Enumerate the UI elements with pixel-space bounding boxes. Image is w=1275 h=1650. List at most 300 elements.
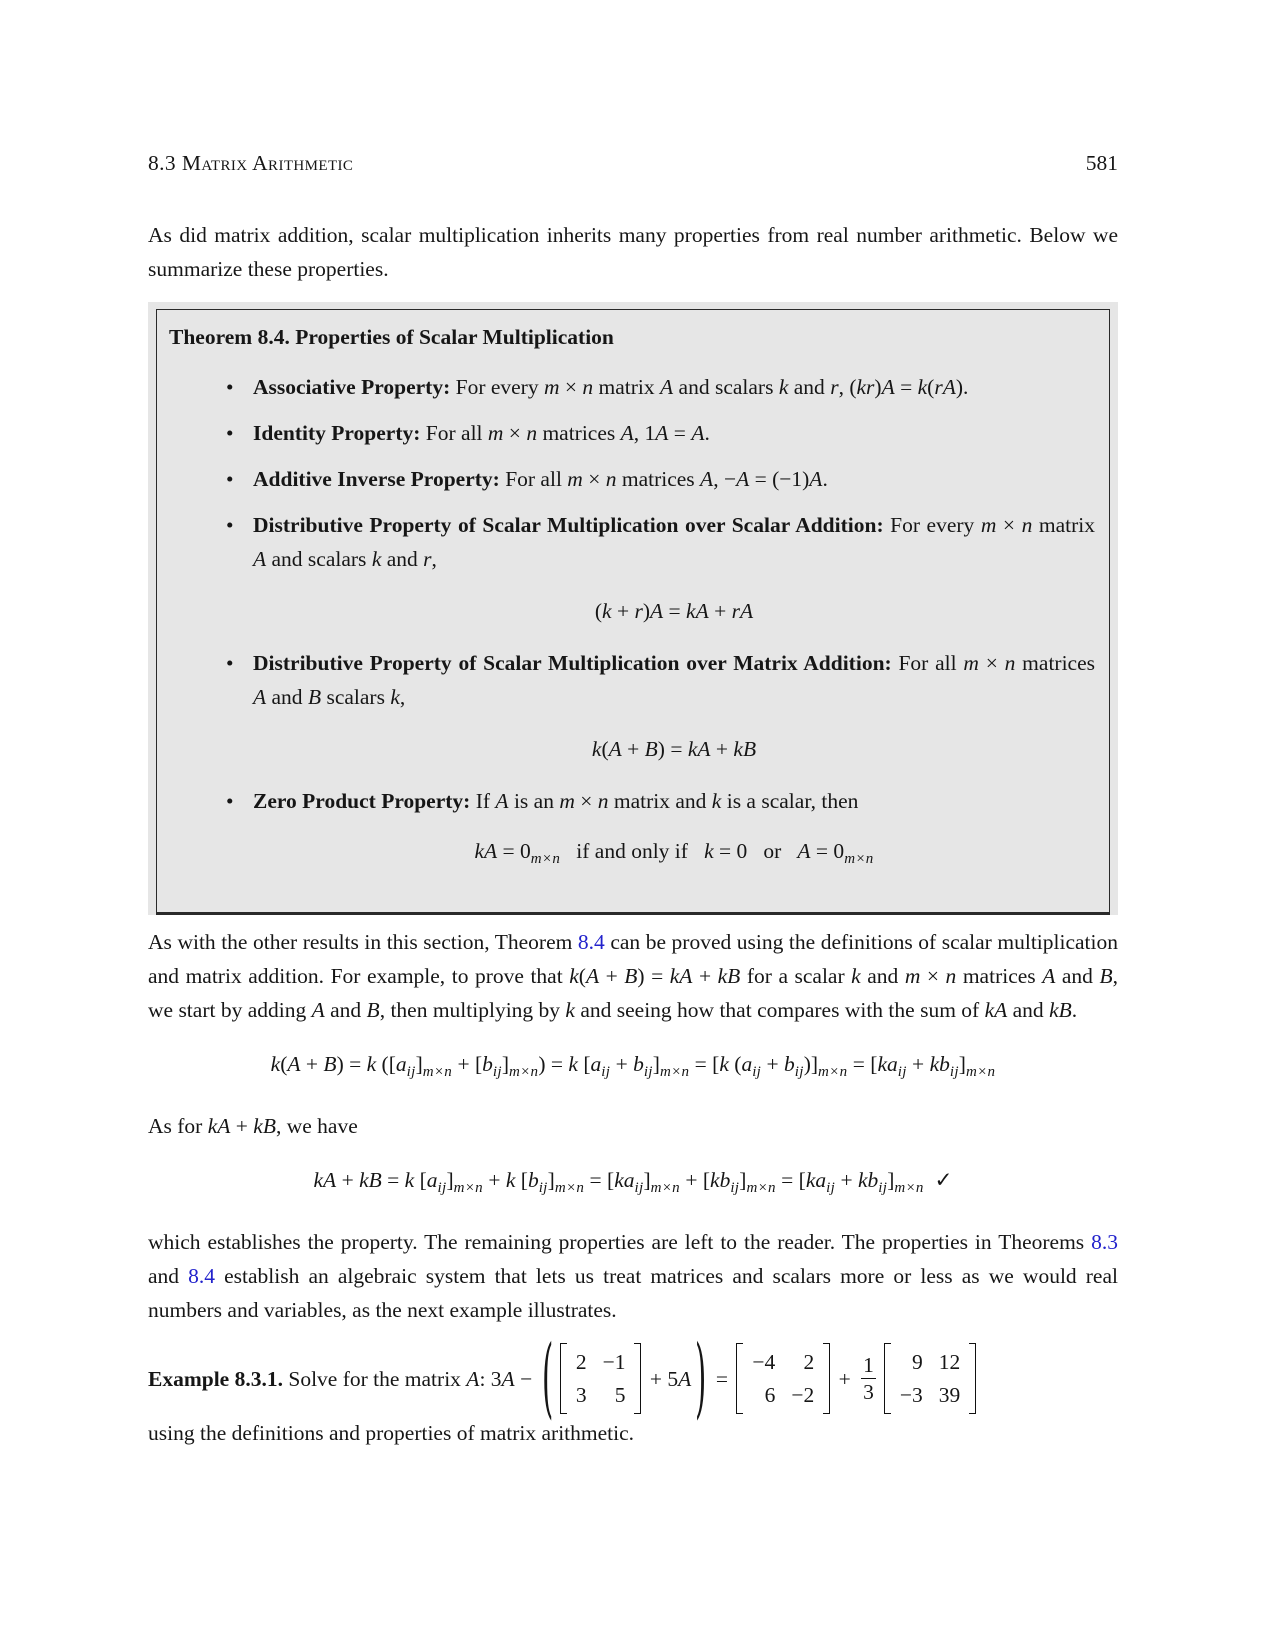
subscript-run: ij bbox=[601, 1064, 611, 1080]
subscript-run: ij bbox=[897, 1064, 907, 1080]
math-italic-run: B bbox=[1099, 964, 1113, 988]
property-text bbox=[253, 789, 858, 813]
math-italic-run: A bbox=[608, 737, 622, 761]
text-run: for a scalar bbox=[740, 964, 852, 988]
text-run: = 0 bbox=[810, 839, 845, 863]
text-run: matrices bbox=[616, 467, 701, 491]
math-italic-run: A bbox=[253, 685, 267, 709]
text-run: + [ bbox=[452, 1052, 483, 1076]
math-italic-run: k bbox=[569, 964, 579, 988]
math-italic-run: k bbox=[568, 1052, 578, 1076]
math-italic-run: n bbox=[582, 375, 594, 399]
cross-reference-link[interactable]: 8.4 bbox=[188, 1264, 216, 1288]
math-italic-run: k bbox=[711, 789, 722, 813]
text-run: ] bbox=[643, 1168, 651, 1192]
math-italic-run: kA bbox=[474, 839, 498, 863]
property-text bbox=[253, 467, 828, 491]
math-italic-run: B bbox=[624, 964, 638, 988]
property-associative bbox=[226, 370, 1095, 404]
text-run: [ bbox=[414, 1168, 427, 1192]
math-italic-run: A bbox=[311, 998, 325, 1022]
text-run: ). bbox=[955, 375, 969, 399]
math-italic-run: A bbox=[650, 599, 664, 623]
left-bracket-icon bbox=[560, 1343, 567, 1414]
text-run: + bbox=[906, 1052, 930, 1076]
example-mid-text bbox=[644, 1362, 691, 1396]
math-italic-run: kA bbox=[669, 964, 693, 988]
math-italic-run: k bbox=[404, 1168, 415, 1192]
text-run: + bbox=[300, 1052, 324, 1076]
text-run: + bbox=[230, 1114, 254, 1138]
text-run: . bbox=[1071, 998, 1078, 1022]
text-run: As with the other results in this section, Theorem bbox=[148, 930, 578, 954]
text-run: [ bbox=[577, 1052, 591, 1076]
subscript-run: ij bbox=[643, 1064, 653, 1080]
math-italic-run: a bbox=[741, 1052, 753, 1076]
math-italic-run: ka bbox=[614, 1168, 635, 1192]
text-run: , bbox=[399, 685, 406, 709]
math-italic-run: kB bbox=[359, 1168, 382, 1192]
math-italic-run: A bbox=[678, 1366, 692, 1391]
bold-run: Zero Product Property: bbox=[253, 789, 471, 813]
math-italic-run: k bbox=[602, 599, 612, 623]
matrix-1 bbox=[560, 1343, 642, 1414]
math-italic-run: k bbox=[565, 998, 575, 1022]
display-equation-kab bbox=[148, 1047, 1118, 1089]
text-run: As for bbox=[148, 1114, 208, 1138]
display-equation bbox=[253, 834, 1095, 876]
math-italic-run: A bbox=[585, 964, 600, 988]
math-italic-run: A bbox=[501, 1366, 515, 1391]
text-run: ] bbox=[652, 1052, 660, 1076]
matrix-cell: 12 bbox=[938, 1350, 961, 1374]
text-run: and bbox=[381, 547, 424, 571]
theorem-property-list bbox=[169, 370, 1095, 876]
text-run: matrix bbox=[1032, 513, 1095, 537]
text-run: Solve for the matrix bbox=[282, 1366, 467, 1391]
text-run: . bbox=[704, 421, 710, 445]
text-run: + bbox=[599, 964, 625, 988]
math-italic-run: r bbox=[634, 599, 643, 623]
math-italic-run: b bbox=[784, 1052, 795, 1076]
paragraph-proof-intro bbox=[148, 925, 1118, 1027]
text-run: ( bbox=[601, 737, 609, 761]
text-run: , bbox=[431, 547, 437, 571]
paragraph-as-for bbox=[148, 1109, 1118, 1143]
text-run: × bbox=[996, 513, 1022, 537]
text-run: + bbox=[710, 737, 734, 761]
math-italic-run: r bbox=[830, 375, 839, 399]
matrix-cell: −3 bbox=[899, 1383, 923, 1407]
text-run: )] bbox=[803, 1052, 819, 1076]
math-italic-run: k bbox=[778, 375, 789, 399]
display-equation-kakb bbox=[148, 1163, 1118, 1205]
text-run: + bbox=[708, 599, 732, 623]
text-run: which establishes the property. The remaining properties are left to the reader. The properties in Theorems bbox=[148, 1230, 1092, 1254]
text-run: : 3 bbox=[479, 1366, 502, 1391]
math-italic-run: A bbox=[495, 789, 509, 813]
open-paren-glyph: ( bbox=[541, 1327, 553, 1430]
matrix-cell: −1 bbox=[602, 1350, 626, 1374]
subscript-run: ij bbox=[752, 1064, 762, 1080]
bullet-icon: • bbox=[226, 467, 234, 491]
matrix-cell: −2 bbox=[791, 1383, 815, 1407]
text-run: ] bbox=[958, 1052, 966, 1076]
math-italic-run: k bbox=[917, 375, 928, 399]
math-italic-run: B bbox=[307, 685, 322, 709]
subscript-run: ij bbox=[949, 1064, 959, 1080]
math-italic-run: k bbox=[390, 685, 400, 709]
cross-reference-link[interactable]: 8.4 bbox=[577, 930, 605, 954]
text-run: ] bbox=[446, 1168, 454, 1192]
matrix-grid bbox=[896, 1343, 964, 1414]
math-italic-run: kA bbox=[686, 599, 709, 623]
math-italic-run: A bbox=[881, 375, 895, 399]
text-run: . bbox=[822, 467, 828, 491]
math-italic-run: A bbox=[253, 547, 267, 571]
text-run: ) = bbox=[538, 1052, 569, 1076]
text-run: and bbox=[860, 964, 905, 988]
close-paren-glyph: ) bbox=[695, 1327, 707, 1430]
text-run: is an bbox=[508, 789, 560, 813]
subscript-run: m×n bbox=[818, 1064, 848, 1080]
text-run: = 0 bbox=[497, 839, 531, 863]
matrix-cell: 5 bbox=[614, 1383, 626, 1407]
math-italic-run: kB bbox=[717, 964, 741, 988]
math-italic-run: b bbox=[527, 1168, 539, 1192]
bullet-icon: • bbox=[226, 375, 234, 399]
text-run: ] bbox=[739, 1168, 747, 1192]
text-run: For every bbox=[883, 513, 981, 537]
text-run: is a scalar, then bbox=[721, 789, 859, 813]
text-run: , then multiplying by bbox=[379, 998, 566, 1022]
math-italic-run: A bbox=[466, 1366, 480, 1391]
math-italic-run: kB bbox=[1049, 998, 1072, 1022]
bold-run: Example 8.3.1. bbox=[148, 1366, 283, 1391]
matrix-cell: 9 bbox=[911, 1350, 923, 1374]
text-run: establish an algebraic system that lets us treat matrices and scalars more or less as we would real numbers and variables, as the next example illustrates. bbox=[148, 1264, 1118, 1322]
text-run: , 1 bbox=[633, 421, 656, 445]
math-italic-run: kA bbox=[207, 1114, 231, 1138]
text-run: matrix bbox=[593, 375, 661, 399]
example-continuation: using the definitions and properties of matrix arithmetic. bbox=[148, 1421, 635, 1445]
fraction-denominator: 3 bbox=[863, 1380, 874, 1404]
text-run: , we start by adding bbox=[148, 964, 1118, 1022]
text-run: ) = bbox=[657, 737, 688, 761]
subscript-run: ij bbox=[406, 1064, 416, 1080]
text-run: For all bbox=[499, 467, 568, 491]
subscript-run: m×n bbox=[746, 1180, 776, 1196]
text-run: + bbox=[611, 599, 635, 623]
text-run: , − bbox=[713, 467, 737, 491]
math-italic-run: m bbox=[559, 789, 575, 813]
text-run: ( bbox=[927, 375, 935, 399]
text-run: scalars bbox=[321, 685, 391, 709]
text-run: ) bbox=[642, 599, 651, 623]
left-bracket-icon bbox=[736, 1343, 743, 1414]
text-run: + bbox=[692, 964, 718, 988]
math-italic-run: k bbox=[704, 839, 714, 863]
text-run: = [ bbox=[689, 1052, 720, 1076]
right-bracket-icon bbox=[634, 1343, 641, 1414]
text-run: ) = bbox=[336, 1052, 367, 1076]
text-run: For all bbox=[891, 651, 964, 675]
cross-reference-link[interactable]: 8.3 bbox=[1091, 1230, 1118, 1254]
text-run: , we have bbox=[275, 1114, 358, 1138]
matrix-cell: 2 bbox=[575, 1350, 587, 1374]
text-run: = [ bbox=[847, 1052, 878, 1076]
left-bracket-icon bbox=[884, 1343, 891, 1414]
subscript-run: m×n bbox=[659, 1064, 690, 1080]
text-run: , ( bbox=[838, 375, 857, 399]
math-italic-run: k bbox=[719, 1052, 729, 1076]
section-title: 8.3 Matrix Arithmetic bbox=[148, 151, 354, 175]
property-text bbox=[253, 513, 1095, 571]
matrix-cell: 39 bbox=[938, 1383, 961, 1407]
text-run: + 5 bbox=[644, 1366, 679, 1391]
matrix-cell: −4 bbox=[752, 1350, 776, 1374]
text-run: + bbox=[482, 1168, 506, 1192]
math-italic-run: n bbox=[945, 964, 957, 988]
math-italic-run: m bbox=[567, 467, 583, 491]
math-italic-run: A bbox=[700, 467, 714, 491]
subscript-run: ij bbox=[794, 1064, 804, 1080]
math-italic-run: n bbox=[526, 421, 538, 445]
bold-run: Identity Property: bbox=[253, 421, 421, 445]
text-run: For every bbox=[450, 375, 544, 399]
text-run: matrix and bbox=[608, 789, 712, 813]
fraction-numerator: 1 bbox=[863, 1353, 874, 1377]
text-run: ) bbox=[874, 375, 882, 399]
text-run: For all bbox=[420, 421, 488, 445]
math-italic-run: kb bbox=[929, 1052, 950, 1076]
math-italic-run: A bbox=[736, 467, 750, 491]
text-run: × bbox=[920, 964, 946, 988]
text-run: and bbox=[1055, 964, 1100, 988]
subscript-run: m×n bbox=[894, 1180, 924, 1196]
bullet-icon: • bbox=[226, 513, 234, 537]
math-italic-run: kb bbox=[857, 1168, 879, 1192]
math-italic-run: A bbox=[691, 421, 705, 445]
math-italic-run: ka bbox=[877, 1052, 898, 1076]
text-run: + bbox=[336, 1168, 360, 1192]
math-italic-run: k bbox=[270, 1052, 281, 1076]
matrix-3 bbox=[884, 1343, 976, 1414]
text-run: and seeing how that compares with the sum of bbox=[574, 998, 985, 1022]
math-italic-run: A bbox=[287, 1052, 301, 1076]
math-italic-run: A bbox=[620, 421, 634, 445]
matrix-grid bbox=[748, 1343, 818, 1414]
text-run: × bbox=[559, 375, 583, 399]
math-italic-run: A bbox=[655, 421, 669, 445]
math-italic-run: k bbox=[851, 964, 861, 988]
text-run: ] bbox=[887, 1168, 895, 1192]
math-italic-run: A bbox=[797, 839, 811, 863]
math-italic-run: kB bbox=[733, 737, 757, 761]
theorem-box bbox=[148, 302, 1118, 915]
text-run: + bbox=[835, 1168, 858, 1192]
math-italic-run: kb bbox=[710, 1168, 731, 1192]
page-header bbox=[148, 146, 1118, 180]
property-text bbox=[253, 421, 710, 445]
matrix-cell: 2 bbox=[803, 1350, 815, 1374]
subscript-run: ij bbox=[538, 1180, 548, 1196]
math-italic-run: kB bbox=[253, 1114, 276, 1138]
property-text bbox=[253, 651, 1095, 709]
math-italic-run: r bbox=[423, 547, 432, 571]
text-run: If bbox=[470, 789, 496, 813]
subscript-run: m×n bbox=[844, 851, 874, 867]
math-italic-run: a bbox=[395, 1052, 407, 1076]
text-run: = (−1) bbox=[749, 467, 810, 491]
text-run: and bbox=[148, 1264, 189, 1288]
bold-run: Additive Inverse Property: bbox=[253, 467, 500, 491]
text-run: ( bbox=[376, 1052, 389, 1076]
right-bracket-icon bbox=[969, 1343, 976, 1414]
text-run: = bbox=[663, 599, 687, 623]
math-italic-run: k bbox=[591, 737, 602, 761]
text-run: ( bbox=[728, 1052, 742, 1076]
math-italic-run: kA bbox=[687, 737, 711, 761]
text-run: can be proved using the definitions of scalar multiplication and matrix addition. For example, to prove that bbox=[148, 930, 1118, 988]
property-additive-inverse bbox=[226, 462, 1095, 496]
text-run: = bbox=[668, 421, 692, 445]
text-run: = bbox=[894, 375, 918, 399]
subscript-run: ij bbox=[730, 1180, 740, 1196]
math-italic-run: n bbox=[605, 467, 617, 491]
math-italic-run: a bbox=[590, 1052, 602, 1076]
math-italic-run: B bbox=[644, 737, 658, 761]
math-italic-run: A bbox=[809, 467, 823, 491]
bold-run: Associative Property: bbox=[253, 375, 451, 399]
theorem-box-frame bbox=[156, 309, 1110, 915]
math-italic-run: m bbox=[904, 964, 921, 988]
text-run: × bbox=[574, 789, 598, 813]
text-run: and bbox=[324, 998, 367, 1022]
text-run: and bbox=[1007, 998, 1050, 1022]
matrix-cell: 3 bbox=[575, 1383, 587, 1407]
text-run: ✓ bbox=[923, 1168, 953, 1192]
text-run: if and only if bbox=[560, 839, 705, 863]
bold-run: Distributive Property of Scalar Multiplication over Matrix Addition: bbox=[253, 651, 892, 675]
subscript-run: ij bbox=[634, 1180, 644, 1196]
math-italic-run: k bbox=[366, 1052, 377, 1076]
math-italic-run: kA bbox=[984, 998, 1008, 1022]
bullet-icon: • bbox=[226, 789, 234, 813]
math-italic-run: k bbox=[505, 1168, 516, 1192]
text-run: ( bbox=[280, 1052, 288, 1076]
display-equation bbox=[253, 594, 1095, 628]
theorem-title: Theorem 8.4. Properties of Scalar Multiplication bbox=[169, 325, 614, 349]
math-italic-run: kA bbox=[313, 1168, 337, 1192]
matrix-grid bbox=[572, 1343, 630, 1414]
text-run: ] bbox=[501, 1052, 509, 1076]
math-italic-run: k bbox=[371, 547, 382, 571]
text-run: × bbox=[582, 467, 606, 491]
text-run: ] bbox=[547, 1168, 555, 1192]
property-identity bbox=[226, 416, 1095, 450]
text-run: [ bbox=[388, 1052, 396, 1076]
math-italic-run: rA bbox=[731, 599, 754, 623]
matrix-cell: 6 bbox=[764, 1383, 776, 1407]
text-run: = 0 or bbox=[713, 839, 798, 863]
text-run: + bbox=[610, 1052, 634, 1076]
subscript-run: ij bbox=[878, 1180, 888, 1196]
text-run: matrices bbox=[537, 421, 621, 445]
text-run: = [ bbox=[775, 1168, 806, 1192]
example-statement bbox=[148, 1327, 1118, 1430]
math-italic-run: ka bbox=[805, 1168, 827, 1192]
text-run: − bbox=[514, 1366, 538, 1391]
math-italic-run: n bbox=[1004, 651, 1016, 675]
text-run: × bbox=[978, 651, 1005, 675]
property-distributive-matrix-addition bbox=[226, 646, 1095, 766]
text-run: matrices bbox=[1015, 651, 1095, 675]
text-run: × bbox=[503, 421, 527, 445]
plus-sign: + bbox=[833, 1366, 857, 1391]
intro-paragraph: As did matrix addition, scalar multiplication inherits many properties from real number arithmetic. Below we summarize these properties. bbox=[148, 223, 1118, 281]
property-distributive-scalar-addition bbox=[226, 508, 1095, 628]
math-italic-run: a bbox=[426, 1168, 438, 1192]
text-run: and scalars bbox=[673, 375, 779, 399]
text-run: [ bbox=[515, 1168, 528, 1192]
bold-run: Distributive Property of Scalar Multiplication over Scalar Addition: bbox=[253, 513, 884, 537]
text-run: = [ bbox=[584, 1168, 615, 1192]
matrix-2 bbox=[736, 1343, 830, 1414]
text-run: + bbox=[621, 737, 645, 761]
text-run: = bbox=[381, 1168, 405, 1192]
subscript-run: ij bbox=[437, 1180, 447, 1196]
subscript-run: m×n bbox=[965, 1064, 996, 1080]
text-run: matrices bbox=[956, 964, 1043, 988]
subscript-run: m×n bbox=[509, 1064, 539, 1080]
text-run: ) = bbox=[637, 964, 670, 988]
bullet-icon: • bbox=[226, 651, 234, 675]
property-zero-product bbox=[226, 784, 1095, 876]
math-italic-run: A bbox=[1042, 964, 1056, 988]
math-italic-run: m bbox=[543, 375, 560, 399]
paragraph-establishes bbox=[148, 1225, 1118, 1327]
text-run: and scalars bbox=[266, 547, 372, 571]
bullet-icon: • bbox=[226, 421, 234, 445]
math-italic-run: n bbox=[1021, 513, 1033, 537]
math-italic-run: A bbox=[660, 375, 674, 399]
text-run: and bbox=[266, 685, 308, 709]
text-run: ( bbox=[594, 599, 603, 623]
example-intro-text bbox=[148, 1362, 538, 1396]
right-bracket-icon bbox=[823, 1343, 830, 1414]
subscript-run: ij bbox=[826, 1180, 836, 1196]
text-run: + bbox=[761, 1052, 785, 1076]
math-italic-run: m bbox=[487, 421, 504, 445]
math-italic-run: b bbox=[633, 1052, 644, 1076]
text-run: and bbox=[788, 375, 831, 399]
display-equation bbox=[253, 732, 1095, 766]
math-italic-run: B bbox=[366, 998, 380, 1022]
math-italic-run: m bbox=[963, 651, 979, 675]
math-italic-run: rA bbox=[934, 375, 956, 399]
subscript-run: m×n bbox=[453, 1180, 483, 1196]
math-italic-run: kr bbox=[856, 375, 875, 399]
math-italic-run: m bbox=[980, 513, 997, 537]
subscript-run: m×n bbox=[422, 1064, 453, 1080]
subscript-run: m×n bbox=[554, 1180, 585, 1196]
text-run: ] bbox=[415, 1052, 423, 1076]
property-text bbox=[253, 375, 968, 399]
equals-sign: = bbox=[710, 1366, 734, 1391]
subscript-run: ij bbox=[492, 1064, 502, 1080]
subscript-run: m×n bbox=[530, 851, 561, 867]
